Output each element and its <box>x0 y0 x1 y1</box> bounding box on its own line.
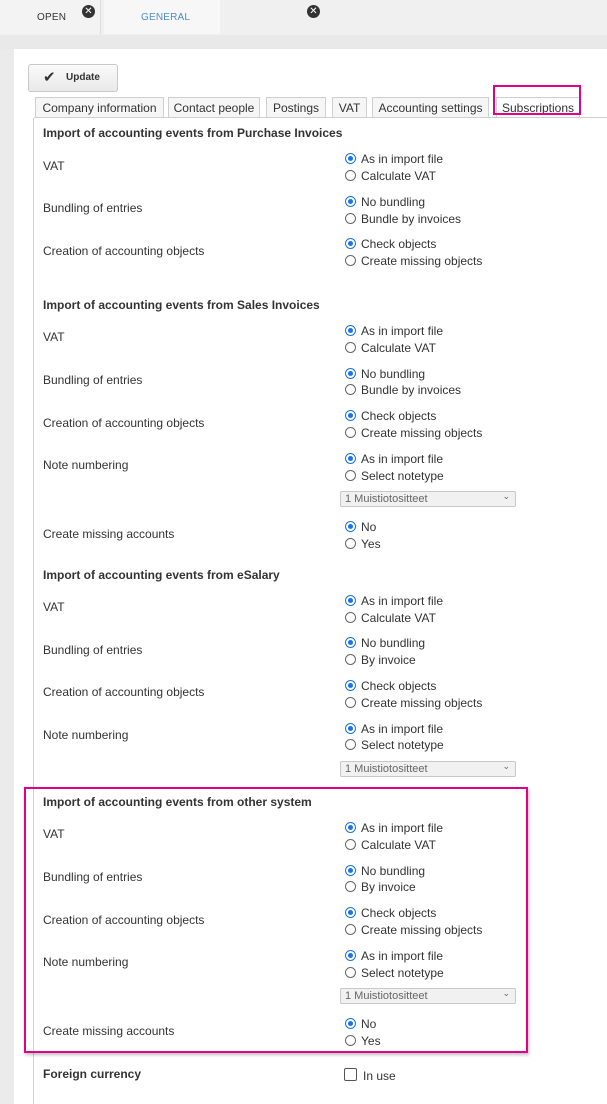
radio-icon[interactable] <box>345 739 356 750</box>
radio-icon[interactable] <box>345 384 356 395</box>
chevron-down-icon: ⌄ <box>502 762 510 772</box>
radio-icon[interactable] <box>345 255 356 266</box>
row-label-accounting-objects: Creation of accounting objects <box>43 416 205 430</box>
row-label-vat: VAT <box>43 600 65 614</box>
foreign-currency-checkbox[interactable] <box>344 1068 357 1081</box>
tab-contact-people[interactable]: Contact people <box>168 97 260 117</box>
top-tab-general[interactable] <box>104 0 318 34</box>
foreign-currency-label: Foreign currency <box>43 1067 142 1081</box>
left-gutter <box>0 49 14 1104</box>
radio-icon[interactable] <box>345 697 356 708</box>
radio-selected-icon[interactable] <box>345 907 356 918</box>
radio-icon[interactable] <box>345 213 356 224</box>
row-label-note-numbering: Note numbering <box>43 458 129 472</box>
radio-icon[interactable] <box>345 881 356 892</box>
notetype-select-value: 1 Muistiotositteet <box>345 763 428 775</box>
tab-underline <box>34 117 607 118</box>
row-label-create-missing-accounts: Create missing accounts <box>43 1024 175 1038</box>
radio-icon[interactable] <box>345 924 356 935</box>
radio-selected-icon[interactable] <box>345 822 356 833</box>
radio-selected-icon[interactable] <box>345 238 356 249</box>
header-divider <box>0 35 607 49</box>
radio-icon[interactable] <box>345 538 356 549</box>
radio-icon[interactable] <box>345 470 356 481</box>
row-label-vat: VAT <box>43 827 65 841</box>
radio-selected-icon[interactable] <box>345 950 356 961</box>
radio-selected-icon[interactable] <box>345 1018 356 1029</box>
chevron-down-icon: ⌄ <box>502 989 510 999</box>
checkmark-icon: ✔ <box>43 68 56 86</box>
notetype-select-value: 1 Muistiotositteet <box>345 493 428 505</box>
radio-selected-icon[interactable] <box>345 521 356 532</box>
close-icon[interactable]: ✕ <box>307 5 320 18</box>
section-title-esalary: Import of accounting events from eSalary <box>43 568 280 582</box>
radio-selected-icon[interactable] <box>345 680 356 691</box>
tab-company-information[interactable]: Company information <box>35 97 164 117</box>
top-tab-general-label: GENERAL <box>141 12 191 23</box>
notetype-select-value: 1 Muistiotositteet <box>345 990 428 1002</box>
update-button-label: Update <box>66 72 100 83</box>
radio-selected-icon[interactable] <box>345 595 356 606</box>
radio-icon[interactable] <box>345 1035 356 1046</box>
row-label-vat: VAT <box>43 159 65 173</box>
tab-accounting-settings[interactable]: Accounting settings <box>372 97 489 117</box>
radio-icon[interactable] <box>345 654 356 665</box>
radio-selected-icon[interactable] <box>345 325 356 336</box>
row-label-note-numbering: Note numbering <box>43 728 129 742</box>
radio-selected-icon[interactable] <box>345 368 356 379</box>
radio-selected-icon[interactable] <box>345 153 356 164</box>
update-button[interactable] <box>28 64 118 92</box>
radio-selected-icon[interactable] <box>345 453 356 464</box>
radio-selected-icon[interactable] <box>345 723 356 734</box>
row-label-vat: VAT <box>43 330 65 344</box>
radio-selected-icon[interactable] <box>345 410 356 421</box>
section-title-sales-invoices: Import of accounting events from Sales Invoices <box>43 298 320 312</box>
row-label-bundling: Bundling of entries <box>43 643 143 657</box>
top-tab-open-label: OPEN <box>37 12 67 23</box>
row-label-bundling: Bundling of entries <box>43 201 143 215</box>
notetype-select[interactable] <box>340 491 516 507</box>
close-icon[interactable]: ✕ <box>82 5 95 18</box>
radio-icon[interactable] <box>345 612 356 623</box>
row-label-note-numbering: Note numbering <box>43 955 129 969</box>
row-label-bundling: Bundling of entries <box>43 373 143 387</box>
tab-vat[interactable]: VAT <box>332 97 367 117</box>
radio-selected-icon[interactable] <box>345 196 356 207</box>
section-title-purchase-invoices: Import of accounting events from Purchase Invoices <box>43 126 343 140</box>
section-title-other-system: Import of accounting events from other system <box>43 795 312 809</box>
radio-icon[interactable] <box>345 170 356 181</box>
tab-subscriptions[interactable]: Subscriptions <box>496 97 580 117</box>
tab-postings[interactable]: Postings <box>266 97 326 117</box>
row-label-accounting-objects: Creation of accounting objects <box>43 685 205 699</box>
radio-icon[interactable] <box>345 342 356 353</box>
notetype-select[interactable] <box>340 761 516 777</box>
chevron-down-icon: ⌄ <box>502 492 510 502</box>
radio-icon[interactable] <box>345 839 356 850</box>
row-label-accounting-objects: Creation of accounting objects <box>43 244 205 258</box>
foreign-currency-checkbox-label: In use <box>363 1069 396 1083</box>
row-label-bundling: Bundling of entries <box>43 870 143 884</box>
notetype-select[interactable] <box>340 988 516 1004</box>
radio-icon[interactable] <box>345 967 356 978</box>
highlight-subscriptions-tab <box>493 85 581 115</box>
row-label-create-missing-accounts: Create missing accounts <box>43 527 175 541</box>
radio-icon[interactable] <box>345 427 356 438</box>
radio-selected-icon[interactable] <box>345 637 356 648</box>
row-label-accounting-objects: Creation of accounting objects <box>43 913 205 927</box>
radio-selected-icon[interactable] <box>345 865 356 876</box>
top-tab-open[interactable] <box>0 0 101 34</box>
